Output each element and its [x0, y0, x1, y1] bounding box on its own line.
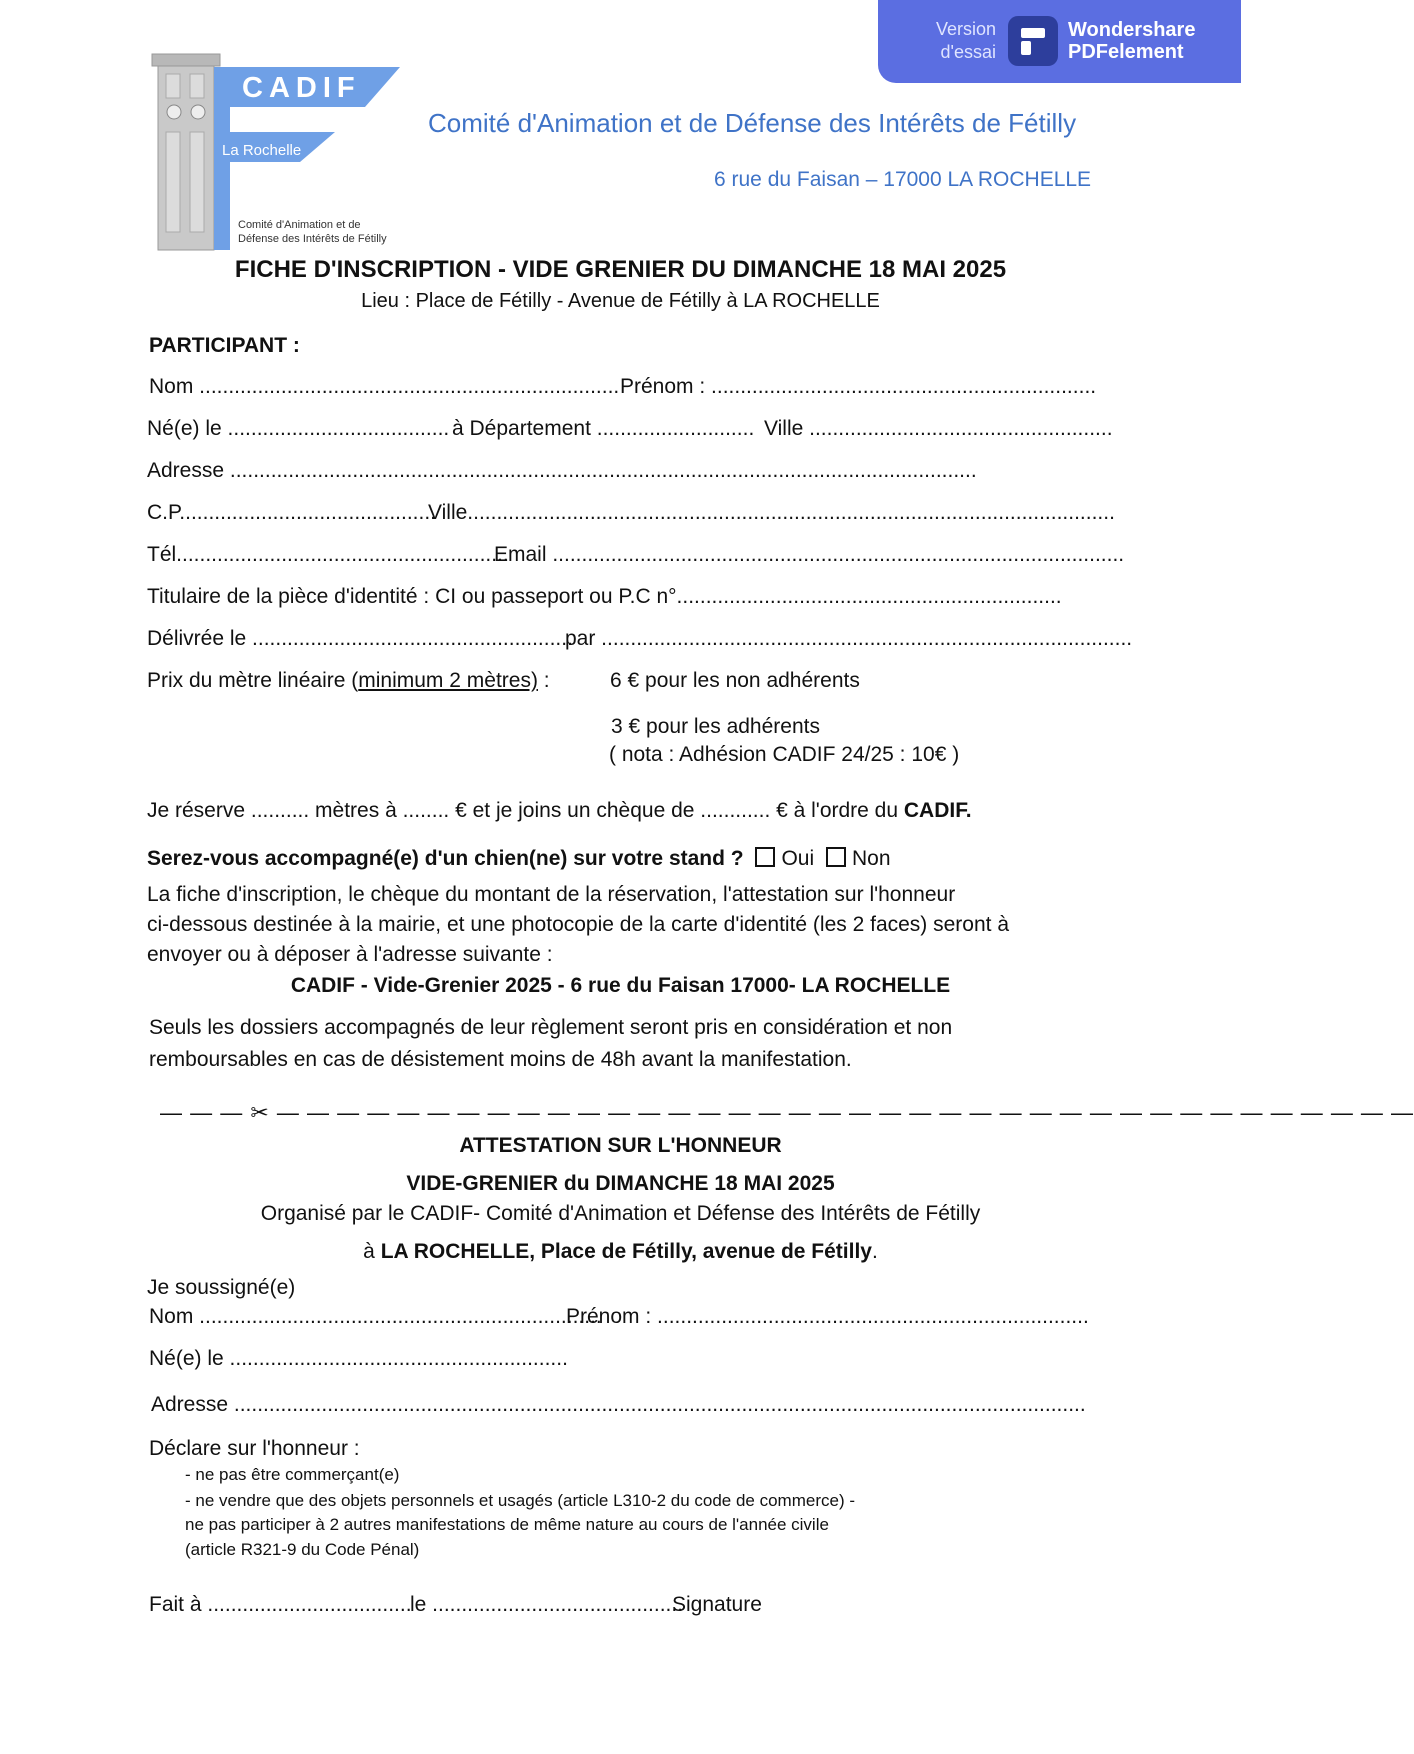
send-address: CADIF - Vide-Grenier 2025 - 6 rue du Faisan 17000- LA ROCHELLE	[290, 974, 951, 997]
non-label: Non	[852, 847, 891, 870]
declaration-item-3: ne pas participer à 2 autres manifestations de même nature au cours de l'année civile	[185, 1515, 829, 1534]
oui-label: Oui	[781, 847, 815, 870]
oui-checkbox[interactable]	[755, 847, 775, 867]
form-location: Lieu : Place de Fétilly - Avenue de Fétilly à LA ROCHELLE	[361, 290, 880, 312]
logo-caption: Comité d'Animation et de Défense des Intérêts de Fétilly	[238, 219, 387, 245]
form-title: FICHE D'INSCRIPTION - VIDE GRENIER DU DIMANCHE 18 MAI 2025	[234, 256, 1007, 283]
attestation-organiser: Organisé par le CADIF- Comité d'Animation et Défense des Intérêts de Fétilly	[260, 1202, 981, 1225]
price-label: Prix du mètre linéaire (minimum 2 mètres) :	[147, 669, 550, 692]
dog-question: Serez-vous accompagné(e) d'un chien(ne) sur votre stand ? Oui Non	[147, 847, 891, 870]
org-name: Comité d'Animation et de Défense des Intérêts de Fétilly	[428, 108, 1077, 138]
instructions-line-2: ci-dessous destinée à la mairie, et une photocopie de la carte d'identité (les 2 faces) seront à	[147, 913, 1010, 936]
phone-field[interactable]: Tél.........................................................	[147, 543, 509, 566]
postcode-field[interactable]: C.P............................................	[147, 501, 437, 524]
issued-by-field[interactable]: par ...........................................................................................	[565, 627, 1133, 650]
declaration-item-4: (article R321-9 du Code Pénal)	[185, 1540, 420, 1559]
declaration-label: Déclare sur l'honneur :	[149, 1437, 360, 1460]
logo-city: La Rochelle	[222, 142, 302, 159]
issued-date-field[interactable]: Délivrée le .......................................................	[147, 627, 573, 650]
attestation-address-field[interactable]: Adresse ..................................................................................................................................................	[151, 1393, 1086, 1416]
attestation-event: VIDE-GRENIER du DIMANCHE 18 MAI 2025	[406, 1172, 835, 1195]
price-members: 3 € pour les adhérents	[611, 715, 820, 738]
id-document-field[interactable]: Titulaire de la pièce d'identité : CI ou passeport ou P.C n°..................................................................	[147, 585, 1062, 608]
trial-badge[interactable]	[878, 0, 1241, 83]
trial-label: Version d'essai	[935, 19, 996, 62]
attestation-place: à LA ROCHELLE, Place de Fétilly, avenue de Fétilly.	[363, 1240, 878, 1263]
price-non-members: 6 € pour les non adhérents	[610, 669, 860, 692]
birth-city-field[interactable]: Ville ....................................................	[764, 417, 1113, 440]
undersigned-label: Je soussigné(e)	[147, 1276, 296, 1299]
prenom-field[interactable]: Prénom : ..................................................................	[620, 375, 1097, 398]
nom-field[interactable]: Nom ........................................................................	[149, 375, 620, 398]
date-field[interactable]: le ...........................................	[410, 1593, 684, 1616]
logo-acronym: CADIF	[242, 72, 361, 104]
attestation-nom-field[interactable]: Nom .....................................................................	[149, 1305, 602, 1328]
email-field[interactable]: Email ..................................................................................................	[494, 543, 1125, 566]
attestation-birthdate-field[interactable]: Né(e) le ..........................................................	[149, 1347, 568, 1370]
birthdate-field[interactable]: Né(e) le ......................................	[147, 417, 450, 440]
signature-label[interactable]: Signature	[672, 1593, 762, 1616]
departement-field[interactable]: à Département ...........................	[452, 417, 755, 440]
city-field[interactable]: Ville...............................................................................................................	[428, 501, 1115, 524]
attestation-title: ATTESTATION SUR L'HONNEUR	[459, 1134, 782, 1157]
non-checkbox[interactable]	[826, 847, 846, 867]
cadif-logo	[150, 52, 405, 252]
cut-line: — — — ✂ — — — — — — — — — — — — — — — — — — — — — — — — — — — — — — — — — — — — — —	[160, 1100, 1414, 1125]
org-address: 6 rue du Faisan – 17000 LA ROCHELLE	[714, 168, 1092, 191]
done-at-field[interactable]: Fait à ...................................	[149, 1593, 412, 1616]
instructions-line-3: envoyer ou à déposer à l'adresse suivante :	[147, 943, 553, 966]
reservation-line[interactable]: Je réserve .......... mètres à ........ € et je joins un chèque de ............ € à l'ordre du CADIF.	[147, 799, 972, 822]
declaration-item-2: - ne vendre que des objets personnels et usagés (article L310-2 du code de commerce) -	[185, 1491, 855, 1510]
instructions-line-1: La fiche d'inscription, le chèque du montant de la réservation, l'attestation sur l'honneur	[147, 883, 956, 906]
attestation-prenom-field[interactable]: Prénom : ..........................................................................	[566, 1305, 1089, 1328]
brand-name: Wondershare PDFelement	[1068, 19, 1196, 63]
participant-heading: PARTICIPANT :	[149, 334, 300, 357]
notice-line-1: Seuls les dossiers accompagnés de leur règlement seront pris en considération et non	[149, 1016, 953, 1039]
address-field[interactable]: Adresse ................................................................................................................................	[147, 459, 977, 482]
pdfelement-icon	[1008, 16, 1058, 66]
membership-note: ( nota : Adhésion CADIF 24/25 : 10€ )	[609, 743, 960, 766]
notice-line-2: remboursables en cas de désistement moins de 48h avant la manifestation.	[149, 1048, 852, 1071]
declaration-item-1: - ne pas être commerçant(e)	[185, 1465, 400, 1484]
